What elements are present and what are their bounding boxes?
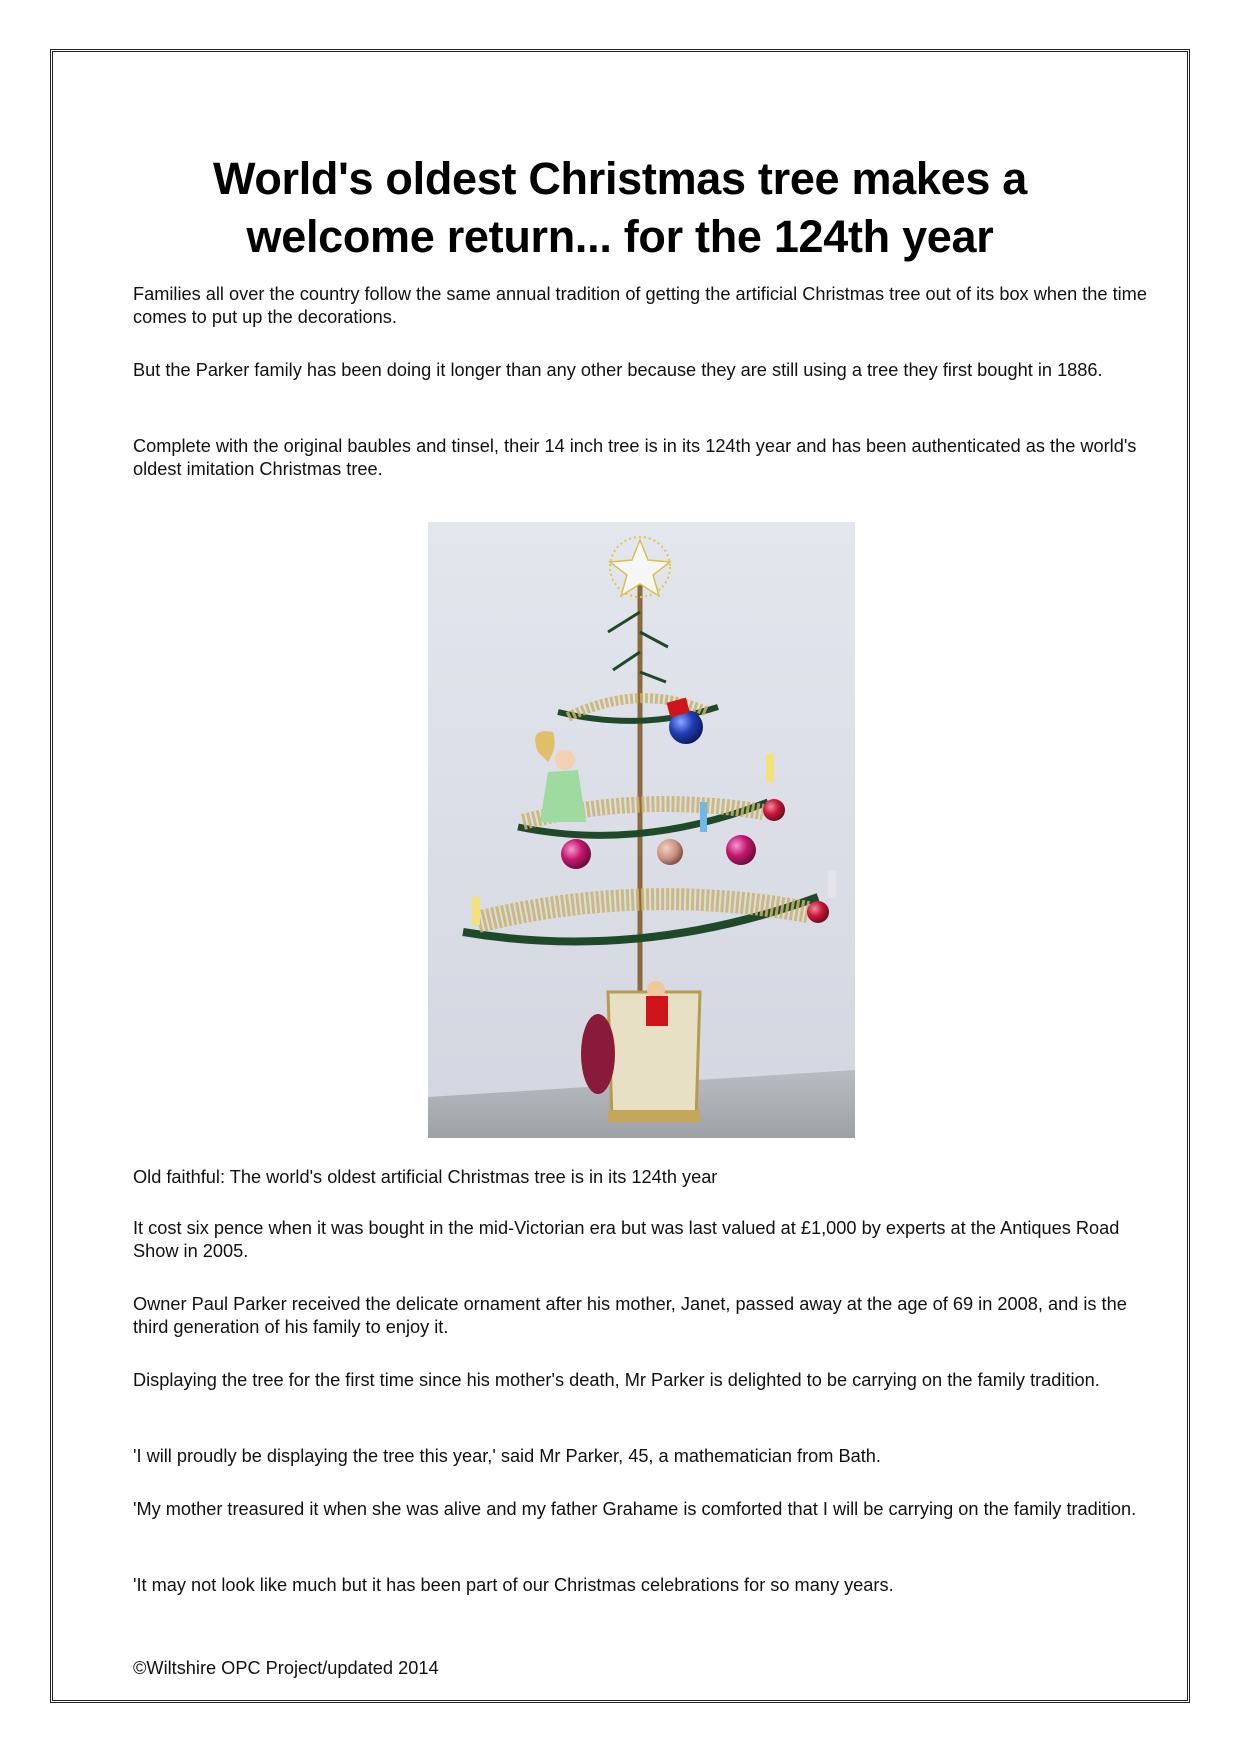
paragraph-authenticated: Complete with the original baubles and tinsel, their 14 inch tree is in its 124th year and has been authenticated as the world's oldest imitation Christmas tree. xyxy=(133,436,1137,479)
soldier-ornament xyxy=(646,981,668,1026)
bauble-red-upper xyxy=(763,799,785,821)
copyright-footer: ©Wiltshire OPC Project/updated 2014 xyxy=(133,1658,439,1678)
candle-blue xyxy=(700,802,707,832)
candle-white xyxy=(828,870,836,898)
quote-proudly: 'I will proudly be displaying the tree this year,' said Mr Parker, 45, a mathematician from Bath. xyxy=(133,1446,881,1466)
christmas-tree-illustration xyxy=(428,522,855,1138)
candle-yellow-right xyxy=(766,754,774,782)
quote-celebrations: 'It may not look like much but it has been part of our Christmas celebrations for so many years. xyxy=(133,1575,894,1595)
paragraph-displaying: Displaying the tree for the first time since his mother's death, Mr Parker is delighted to be carrying on the family tradition. xyxy=(133,1370,1100,1390)
bauble-magenta-right xyxy=(726,835,756,865)
bauble-magenta-left xyxy=(561,839,591,869)
article-title: World's oldest Christmas tree makes a welcome return... for the 124th year xyxy=(212,153,1028,262)
candle-yellow-left xyxy=(472,897,480,925)
paragraph-owner: Owner Paul Parker received the delicate ornament after his mother, Janet, passed away at the age of 69 in 2008, and is the third generation of his family to enjoy it. xyxy=(133,1294,1127,1337)
christmas-tree-photo xyxy=(428,522,855,1138)
quote-mother: 'My mother treasured it when she was alive and my father Grahame is comforted that I will be carrying on the family tradition. xyxy=(133,1499,1137,1519)
paragraph-parker-family: But the Parker family has been doing it longer than any other because they are still using a tree they first bought in 1886. xyxy=(133,360,1103,380)
bauble-pink xyxy=(657,839,683,865)
bauble-red-lower xyxy=(807,901,829,923)
pinecone-ornament xyxy=(581,1014,615,1094)
paragraph-intro: Families all over the country follow the same annual tradition of getting the artificial Christmas tree out of its box when the time comes to put up the decorations. xyxy=(133,284,1147,327)
photo-caption: Old faithful: The world's oldest artificial Christmas tree is in its 124th year xyxy=(133,1167,718,1187)
paragraph-value: It cost six pence when it was bought in the mid-Victorian era but was last valued at £1,000 by experts at the Antiques Road Show in 2005. xyxy=(133,1218,1120,1261)
